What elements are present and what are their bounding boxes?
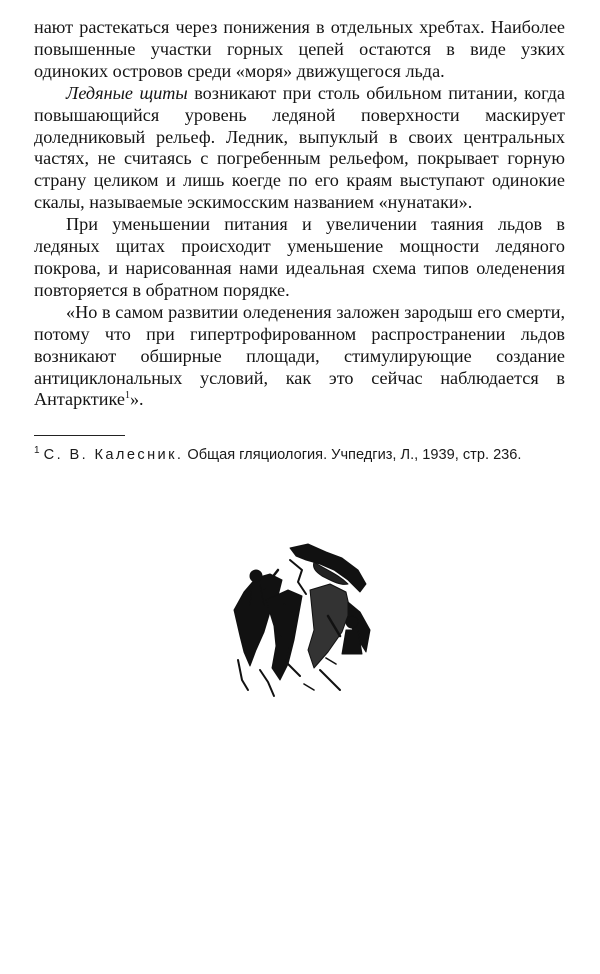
footnote-mark: 1: [34, 445, 40, 457]
mountaineers-on-glacier-icon: [230, 540, 375, 705]
paragraph-ice-sheets: [34, 83, 565, 214]
paragraph-melting: При уменьшении питания и увеличении таяния льдов в ледяных щитах происходит уменьшение мощности ледяного покрова, и нарисованная нами идеальная схема типов оледенения повторяется в обратном порядке.: [34, 214, 565, 300]
footnote-divider: [34, 435, 125, 436]
ice-sheets-term: Ледяные щиты: [66, 82, 188, 103]
footnote-source: Общая гляциология. Учпедгиз, Л., 1939, стр. 236.: [183, 447, 522, 463]
paragraph-quote: [34, 302, 565, 412]
body-text: [34, 17, 565, 411]
ice-sheets-text: возникают при столь обильном питании, когда повышающийся уровень ледяной поверхности маскирует доледниковый рельеф. Ледник, выпуклый в своих центральных частях, не считаясь с погребенным рельефом, покрывает горную страну целиком и лишь коегде по его краям выступают одинокие скалы, называемые эскимосским названием «нунатаки».: [34, 82, 566, 213]
footnote: [34, 445, 565, 465]
paragraph-continued: нают растекаться через понижения в отдельных хребтах. Наиболее повышенные участки горных цепей остаются в виде узких одиноких островов среди «моря» движущегося льда.: [34, 17, 565, 81]
footnote-reference: 1: [124, 390, 130, 402]
footnote-author: С. В. Калесник.: [43, 447, 184, 463]
quote-end: ».: [129, 389, 144, 410]
quote-text: «Но в самом развитии оледенения заложен зародыш его смерти, потому что при гипертрофированном распространении льдов возникают обширные площади, стимулирующие создание антициклональных условий, как это сейчас наблюдается в Антарктике: [34, 301, 565, 410]
